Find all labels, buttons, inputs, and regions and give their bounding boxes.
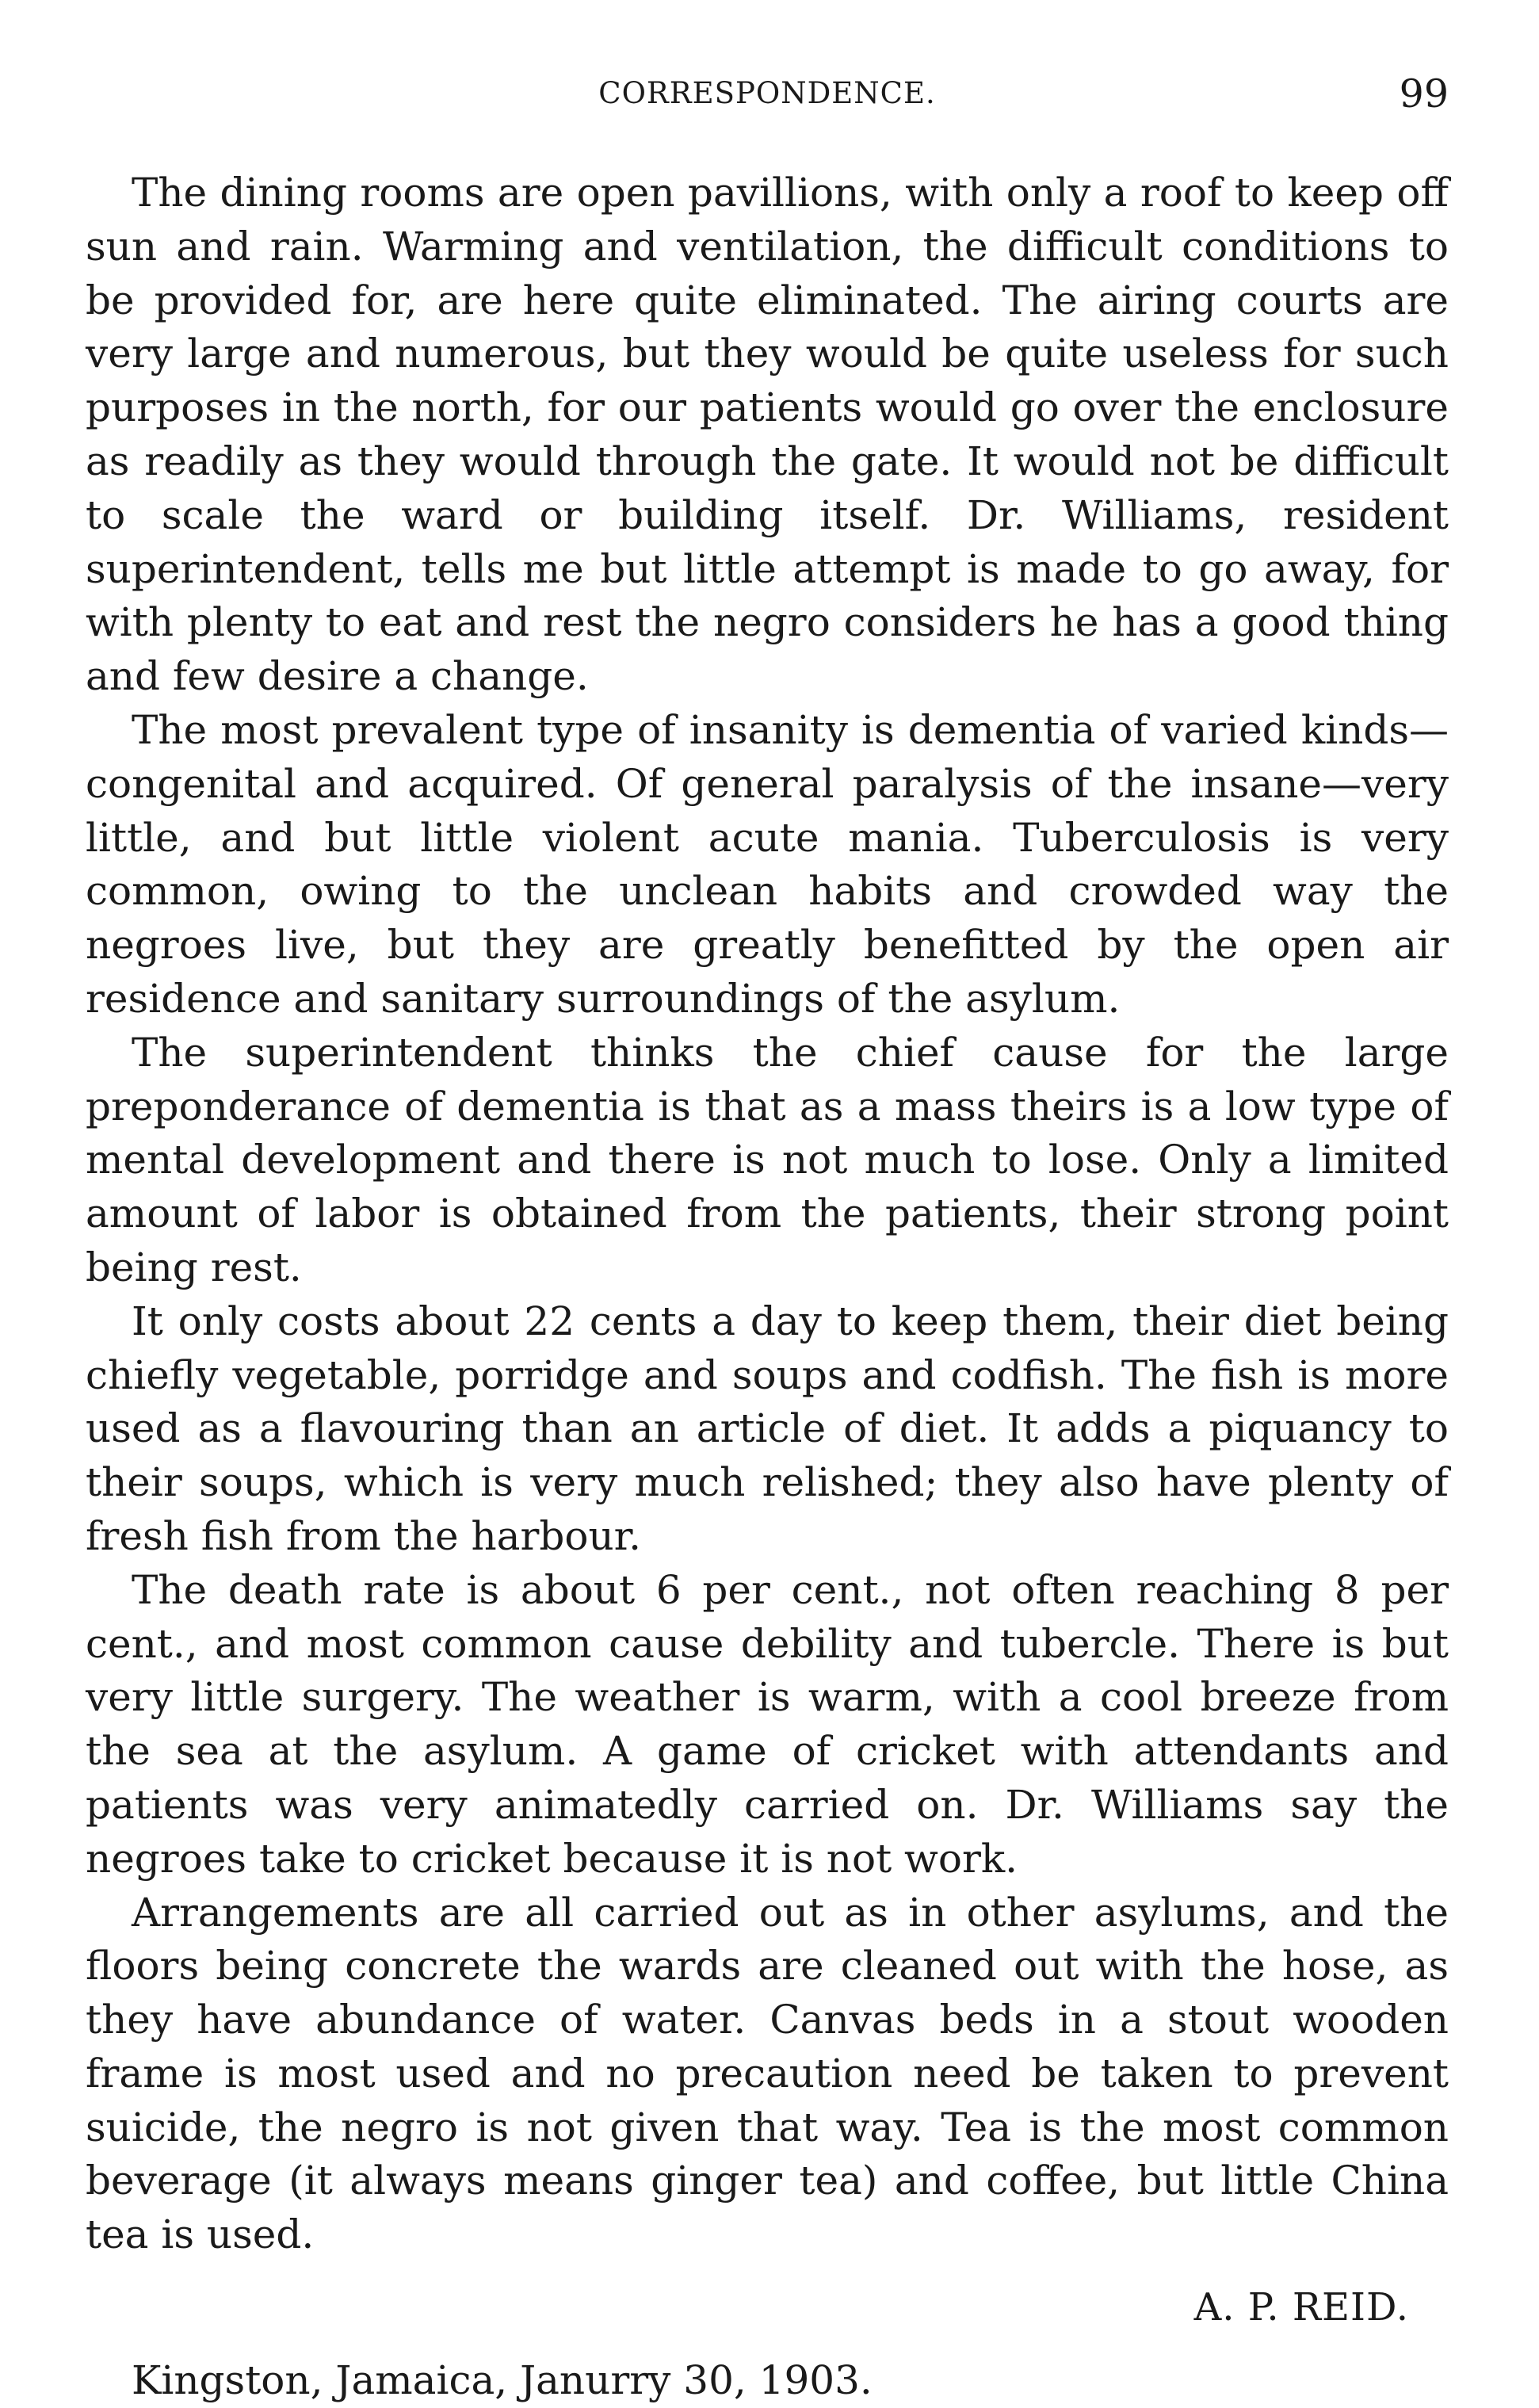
paragraph-dining-rooms: The dining rooms are open pavillions, with only a roof to keep off sun and rain. Warming and ventilation, the difficult conditions to be provided for, are here quite eliminated. The airing courts are very large and numerous, but they would be quite useless for such purposes in the north, for our patients would go over the enclosure as readily as they would through the gate. It would not be difficult to scale the ward or building itself. Dr. Williams, resident superintendent, tells me but little attempt is made to go away, for with plenty to eat and rest the negro considers he has a good thing and few desire a change. — [86, 170, 1449, 700]
paragraph-arrangements: Arrangements are all carried out as in other asylums, and the floors being concrete the wards are cleaned out with the hose, as they have abundance of water. Canvas beds in a stout wooden frame is most used and no precaution need be taken to prevent suicide, the negro is not given that way. Tea is the most common beverage (it always means ginger tea) and coffee, but little China tea is used. — [86, 1889, 1449, 2258]
paragraph-costs-diet: It only costs about 22 cents a day to keep them, their diet being chiefly vegetable, porridge and soups and codfish. The fish is more used as a flavouring than an article of diet. It adds a piquancy to their soups, which is very much relished; they also have plenty of fresh fish from the harbour. — [86, 1298, 1449, 1559]
dateline: Kingston, Jamaica, Janurry 30, 1903. — [132, 2357, 873, 2404]
page-header — [86, 71, 1449, 132]
document-page — [86, 71, 1449, 2408]
article-body — [86, 166, 1449, 2262]
paragraph-insanity-types: The most prevalent type of insanity is dementia of varied kinds—congenital and acquired. Of general paralysis of the insane—very little, and but little violent acute mania. Tuberculosis is very common, owing to the unclean habits and crowded way the negroes live, but they are greatly benefitted by the open air residence and sanitary surroundings of the asylum. — [86, 706, 1449, 1022]
author-signature: A. P. REID. — [1193, 2285, 1409, 2330]
paragraph-death-rate: The death rate is about 6 per cent., not often reaching 8 per cent., and most common cause debility and tubercle. There is but very little surgery. The weather is warm, with a cool breeze from the sea at the asylum. A game of cricket with attendants and patients was very animatedly carried on. Dr. Williams say the negroes take to cricket because it is not work. — [86, 1566, 1449, 1882]
paragraph-dementia-cause: The superintendent thinks the chief cause for the large preponderance of dementia is that as a mass theirs is a low type of mental development and there is not much to lose. Only a limited amount of labor is obtained from the patients, their strong point being rest. — [86, 1029, 1449, 1290]
running-head: CORRESPONDENCE. — [598, 76, 936, 110]
page-number: 99 — [1399, 71, 1449, 117]
